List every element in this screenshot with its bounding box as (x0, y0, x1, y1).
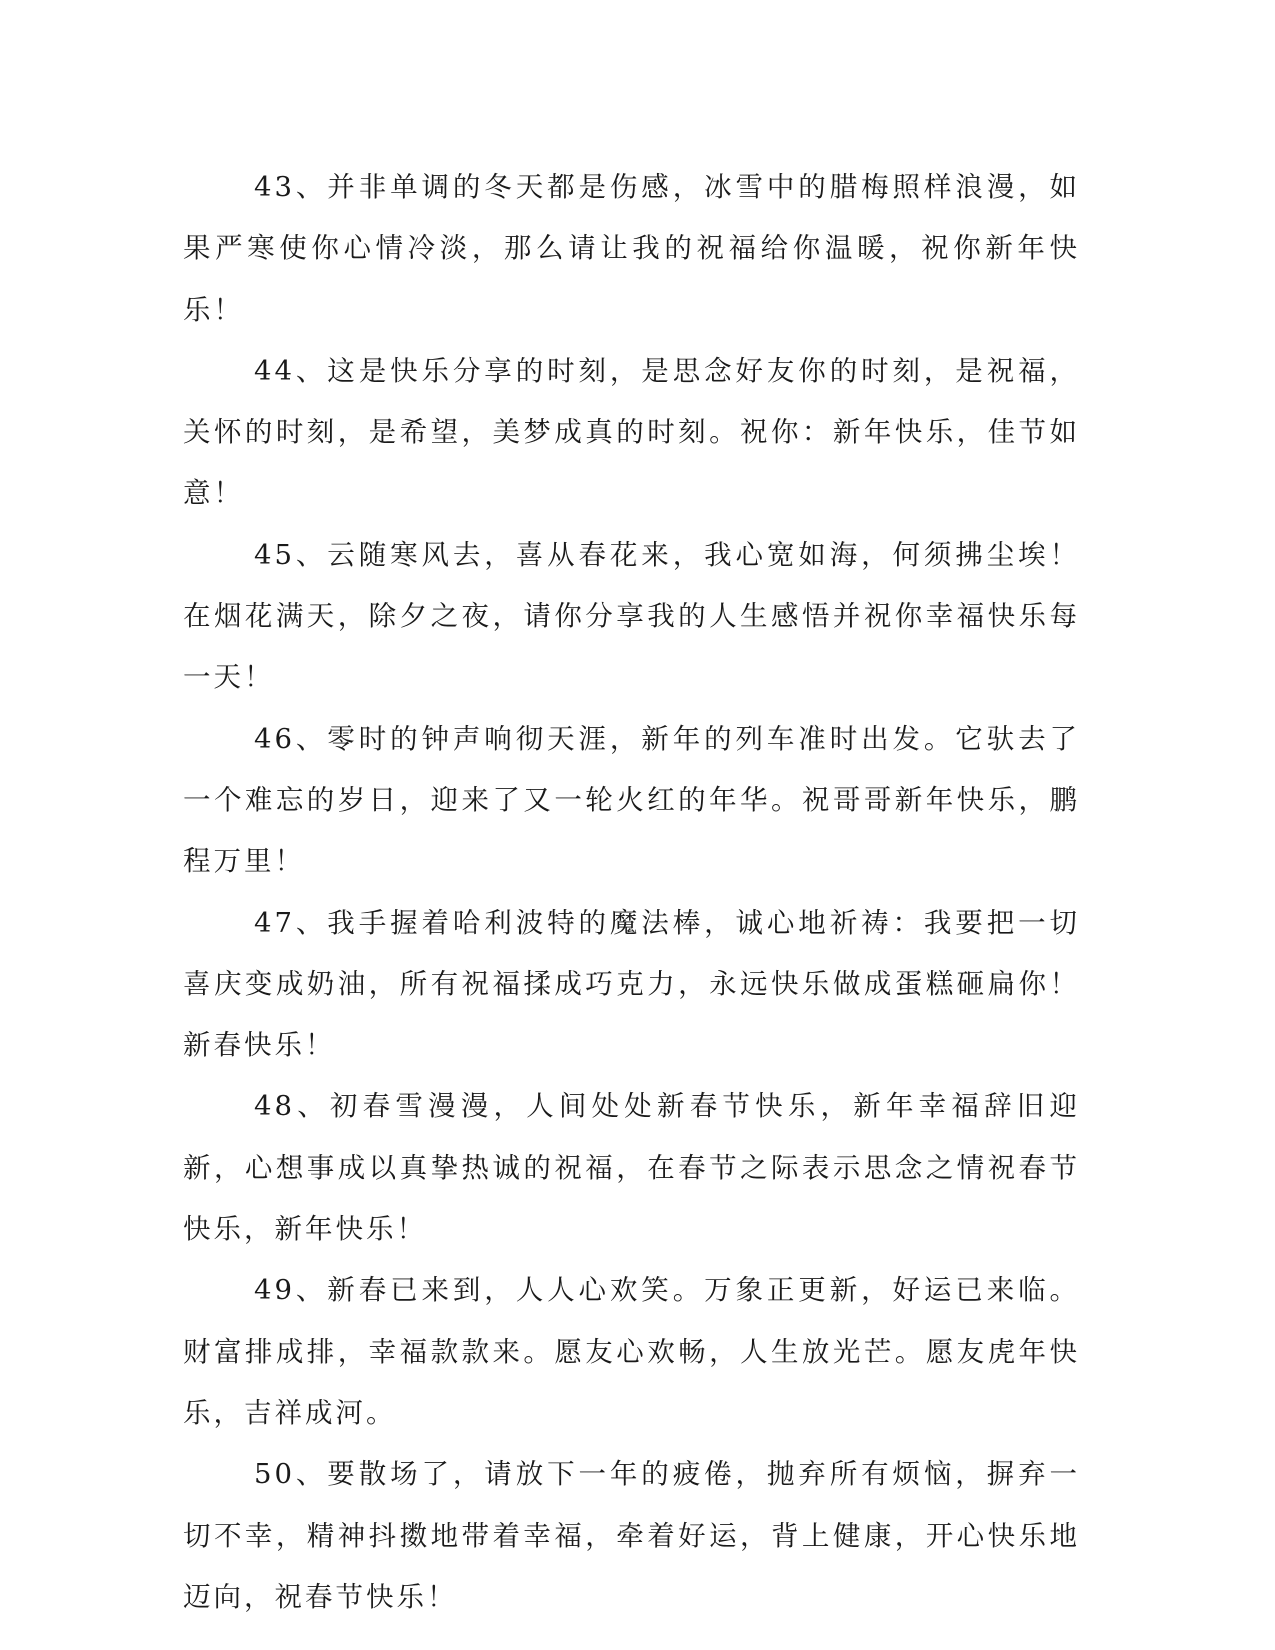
paragraph-45: 45、云随寒风去，喜从春花来，我心宽如海，何须拂尘埃！在烟花满天，除夕之夜，请你分享我的人生感悟并祝你幸福快乐每一天！ (183, 538, 1080, 694)
paragraph-49: 49、新春已来到，人人心欢笑。万象正更新，好运已来临。财富排成排，幸福款款来。愿友心欢畅，人生放光芒。愿友虎年快乐，吉祥成河。 (183, 1274, 1080, 1429)
paragraph-48: 48、初春雪漫漫，人间处处新春节快乐，新年幸福辞旧迎新，心想事成以真挚热诚的祝福，在春节之际表示思念之情祝春节快乐，新年快乐！ (183, 1090, 1080, 1246)
paragraph-50: 50、要散场了，请放下一年的疲倦，抛弃所有烦恼，摒弃一切不幸，精神抖擞地带着幸福，牵着好运，背上健康，开心快乐地迈向，祝春节快乐！ (183, 1458, 1080, 1613)
document-body (183, 157, 1080, 1628)
paragraph-43: 43、并非单调的冬天都是伤感，冰雪中的腊梅照样浪漫，如果严寒使你心情冷淡，那么请让我的祝福给你温暖，祝你新年快乐！ (183, 171, 1080, 326)
paragraph-47: 47、我手握着哈利波特的魔法棒，诚心地祈祷：我要把一切喜庆变成奶油，所有祝福揉成巧克力，永远快乐做成蛋糕砸扁你！新春快乐！ (183, 906, 1080, 1062)
paragraph-44: 44、这是快乐分享的时刻，是思念好友你的时刻，是祝福，关怀的时刻，是希望，美梦成真的时刻。祝你：新年快乐，佳节如意！ (183, 354, 1080, 510)
paragraph-46: 46、零时的钟声响彻天涯，新年的列车准时出发。它驮去了一个难忘的岁日，迎来了又一轮火红的年华。祝哥哥新年快乐，鹏程万里！ (183, 722, 1080, 878)
